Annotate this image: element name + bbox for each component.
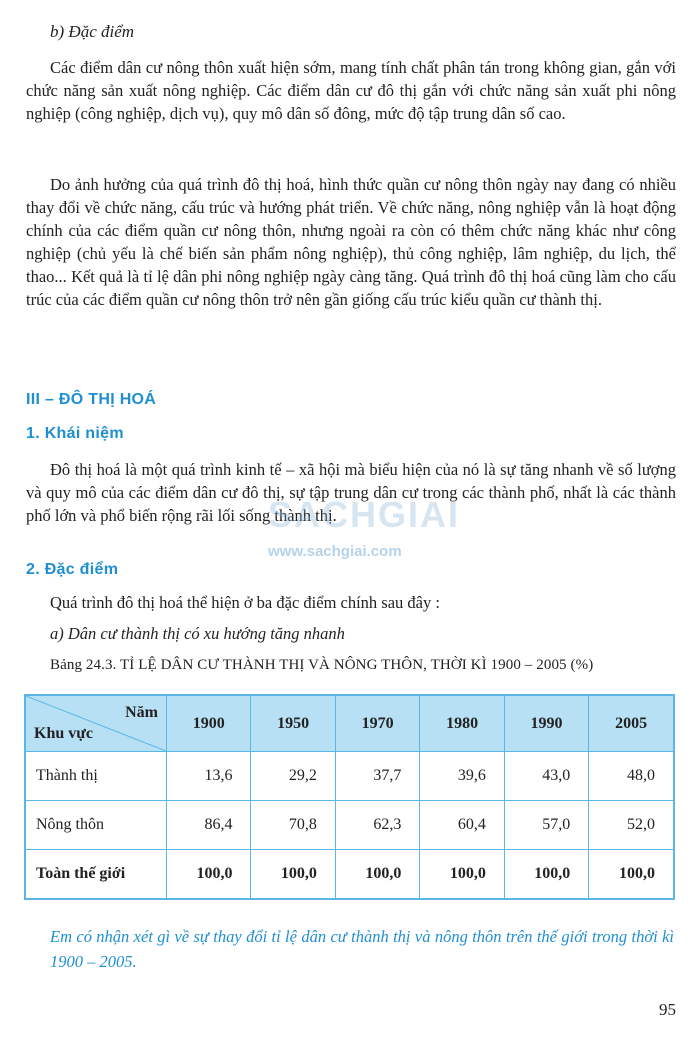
table-cell: 52,0 <box>589 801 674 850</box>
year-header: 2005 <box>589 695 674 752</box>
table-total-row <box>25 850 674 900</box>
row-label: Toàn thế giới <box>25 850 167 900</box>
table-cell: 100,0 <box>420 850 504 900</box>
section-b-title: b) Đặc điểm <box>50 22 135 41</box>
watermark-logo: SACHGIAI <box>268 494 461 535</box>
watermark-url: www.sachgiai.com <box>268 543 402 560</box>
table-cell: 70,8 <box>251 801 335 850</box>
table-corner-cell <box>25 695 167 752</box>
paragraph-1: Các điểm dân cư nông thôn xuất hiện sớm, mang tính chất phân tán trong không gian, gắn với chức năng sản xuất nông nghiệp. Các điểm dân cư đô thị gắn với chức năng sản xuất phi nông nghiệp (công nghiệp, dịch vụ), quy mô dân số đông, mức độ tập trung dân số cao. <box>26 58 676 123</box>
table-cell: 57,0 <box>504 801 588 850</box>
table-cell: 100,0 <box>504 850 588 900</box>
year-header: 1950 <box>251 695 335 752</box>
table-cell: 43,0 <box>504 752 588 801</box>
features-heading: 2. Đặc điểm <box>26 561 119 578</box>
section-heading: III – ĐÔ THỊ HOÁ <box>26 391 157 408</box>
table-cell: 100,0 <box>251 850 335 900</box>
table-cell: 100,0 <box>589 850 674 900</box>
table-caption: Bảng 24.3. TỈ LỆ DÂN CƯ THÀNH THỊ VÀ NÔNG THÔN, THỜI KÌ 1900 – 2005 (%) <box>50 657 594 673</box>
page-number: 95 <box>659 1000 676 1019</box>
table-row <box>25 801 674 850</box>
table-cell: 37,7 <box>335 752 419 801</box>
row-label: Nông thôn <box>25 801 167 850</box>
concept-heading: 1. Khái niệm <box>26 425 124 442</box>
year-header: 1970 <box>335 695 419 752</box>
discussion-question: Em có nhận xét gì về sự thay đổi tỉ lệ dân cư thành thị và nông thôn trên thế giới trong thời kì 1900 – 2005. <box>50 927 674 971</box>
year-header: 1980 <box>420 695 504 752</box>
table-cell: 62,3 <box>335 801 419 850</box>
paragraph-2: Do ảnh hưởng của quá trình đô thị hoá, hình thức quần cư nông thôn ngày nay đang có nhiều thay đổi về chức năng, cấu trúc và hướng phát triển. Về chức năng, nông nghiệp vẫn là hoạt động chính của các điểm quần cư nông thôn, nhưng ngoài ra còn có thêm chức năng khác như công nghiệp (chủ yếu là chế biến sản phẩm nông nghiệp), thủ công nghiệp, lâm nghiệp, du lịch, thể thao... Kết quả là tỉ lệ dân phi nông nghiệp ngày càng tăng. Quá trình đô thị hoá cũng làm cho cấu trúc của các điểm quần cư nông thôn trở nên gần giống cấu trúc kiểu quần cư thành thị. <box>26 175 676 309</box>
year-header: 1900 <box>167 695 251 752</box>
table-cell: 86,4 <box>167 801 251 850</box>
corner-area-label: Khu vực <box>34 725 93 742</box>
table-cell: 29,2 <box>251 752 335 801</box>
table-header-row <box>25 695 674 752</box>
table-cell: 60,4 <box>420 801 504 850</box>
population-table <box>24 694 675 900</box>
table-cell: 100,0 <box>167 850 251 900</box>
corner-year-label: Năm <box>125 704 158 721</box>
row-label: Thành thị <box>25 752 167 801</box>
table-row <box>25 752 674 801</box>
feature-a: a) Dân cư thành thị có xu hướng tăng nhanh <box>50 624 345 643</box>
features-intro: Quá trình đô thị hoá thể hiện ở ba đặc điểm chính sau đây : <box>50 593 440 612</box>
table-cell: 13,6 <box>167 752 251 801</box>
concept-paragraph: Đô thị hoá là một quá trình kinh tế – xã hội mà biểu hiện của nó là sự tăng nhanh về số lượng và quy mô của các điểm dân cư đô thị, sự tập trung dân cư trong các thành phố, nhất là các thành phố lớn và phổ biến rộng rãi lối sống thành thị. <box>26 460 676 525</box>
table-cell: 100,0 <box>335 850 419 900</box>
table-cell: 39,6 <box>420 752 504 801</box>
table-cell: 48,0 <box>589 752 674 801</box>
year-header: 1990 <box>504 695 588 752</box>
